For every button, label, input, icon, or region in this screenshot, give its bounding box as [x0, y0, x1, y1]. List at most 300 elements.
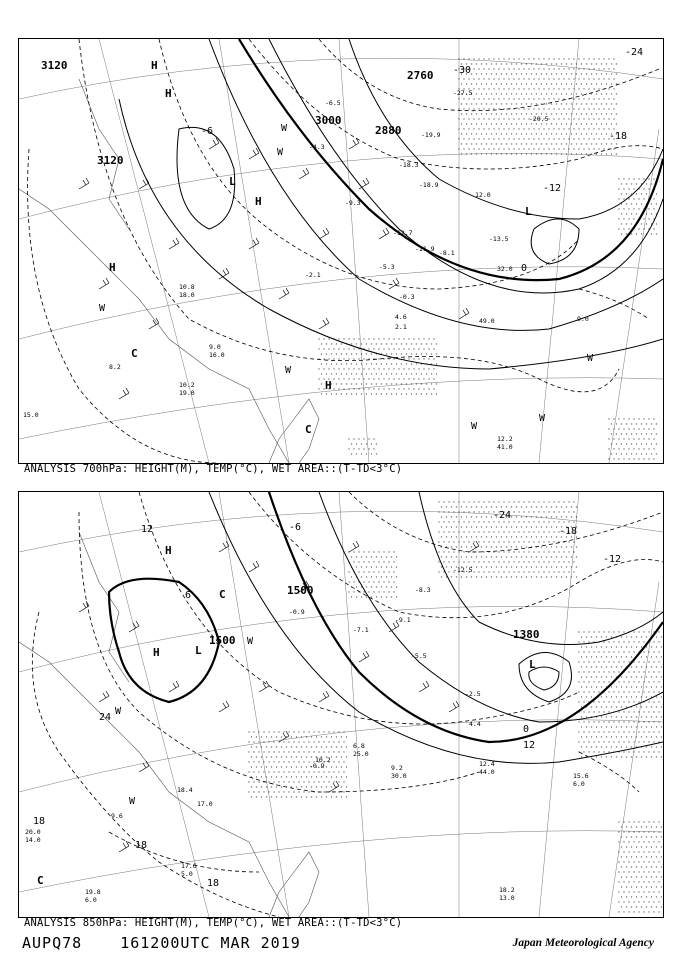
wet-area-dot [348, 358, 349, 359]
wet-area-dot [503, 98, 504, 99]
wet-area-dot [336, 393, 337, 394]
wet-area-dot [648, 631, 649, 632]
wet-area-dot [348, 591, 349, 592]
wet-area-dot [648, 691, 649, 692]
wet-area-dot [311, 796, 312, 797]
wet-area-dot [286, 796, 287, 797]
wet-area-dot [631, 646, 632, 647]
wet-area-dot [416, 353, 417, 354]
wet-area-dot [558, 118, 559, 119]
wet-area-dot [641, 706, 642, 707]
wet-area-dot [548, 58, 549, 59]
wet-area-dot [586, 686, 587, 687]
wet-area-dot [491, 73, 492, 74]
wet-area-dot [516, 133, 517, 134]
wet-area-dot [618, 228, 619, 229]
wet-area-dot [341, 746, 342, 747]
wet-area-dot [473, 148, 474, 149]
wet-area-dot [378, 561, 379, 562]
wet-area-dot [588, 68, 589, 69]
wet-area-dot [638, 741, 639, 742]
wet-area-dot [388, 348, 389, 349]
wet-area-dot [291, 746, 292, 747]
wet-area-dot [256, 746, 257, 747]
wet-area-dot [661, 866, 662, 867]
wet-area-dot [638, 911, 639, 912]
wet-area-dot [528, 128, 529, 129]
wet-area-dot [503, 501, 504, 502]
obs-value: -2.5 [465, 690, 481, 698]
wet-area-dot [503, 541, 504, 542]
wet-area-dot [638, 208, 639, 209]
wet-area-dot [493, 58, 494, 59]
wet-area-dot [658, 721, 659, 722]
wet-area-dot [541, 83, 542, 84]
wet-area-dot [581, 736, 582, 737]
wet-area-dot [618, 711, 619, 712]
wet-area-dot [578, 68, 579, 69]
area-mark: W [285, 365, 292, 376]
wet-area-dot [468, 98, 469, 99]
wet-area-dot [636, 203, 637, 204]
wet-area-dot [618, 731, 619, 732]
wet-area-dot [536, 506, 537, 507]
wet-area-dot [626, 876, 627, 877]
wet-area-dot [501, 566, 502, 567]
wind-barb [139, 178, 149, 189]
wet-area-dot [563, 138, 564, 139]
wet-area-dot [296, 756, 297, 757]
wet-area-dot [646, 846, 647, 847]
wet-area-dot [621, 696, 622, 697]
wet-area-dot [418, 388, 419, 389]
wet-area-dot [636, 443, 637, 444]
wet-area-dot [608, 741, 609, 742]
wet-area-dot [456, 556, 457, 557]
wet-area-dot [578, 631, 579, 632]
wet-area-dot [388, 338, 389, 339]
wet-area-dot [563, 128, 564, 129]
wet-area-dot [506, 566, 507, 567]
wet-area-dot [523, 541, 524, 542]
wet-area-dot [551, 133, 552, 134]
wet-area-dot [621, 636, 622, 637]
wet-area-dot [521, 536, 522, 537]
wet-area-dot [296, 736, 297, 737]
wet-area-dot [581, 103, 582, 104]
obs-value: 12.2 [497, 435, 513, 443]
wet-area-dot [411, 353, 412, 354]
wet-area-dot [548, 78, 549, 79]
wet-area-dot [481, 153, 482, 154]
wet-area-dot [481, 123, 482, 124]
wet-area-dot [368, 581, 369, 582]
wet-area-dot [561, 63, 562, 64]
wet-area-dot [648, 681, 649, 682]
wet-area-dot [623, 198, 624, 199]
wet-area-dot [426, 353, 427, 354]
wet-area-dot [361, 566, 362, 567]
wet-area-dot [371, 393, 372, 394]
wet-area-dot [613, 438, 614, 439]
wet-area-dot [288, 791, 289, 792]
wet-area-dot [621, 846, 622, 847]
wet-area-dot [346, 746, 347, 747]
wet-area-dot [643, 831, 644, 832]
wet-area-dot [613, 671, 614, 672]
wet-area-dot [623, 188, 624, 189]
wet-area-dot [471, 113, 472, 114]
wet-area-dot [288, 751, 289, 752]
isotherms [32, 492, 663, 917]
wet-area-dot [573, 521, 574, 522]
wet-area-dot [523, 511, 524, 512]
wet-area-dot [506, 73, 507, 74]
wet-area-dot [528, 138, 529, 139]
wet-area-dot [513, 138, 514, 139]
wet-area-dot [486, 133, 487, 134]
wet-area-dot [653, 861, 654, 862]
wet-area-dot [638, 631, 639, 632]
wet-area-dot [318, 771, 319, 772]
obs-value: 9.0 [577, 315, 589, 323]
wet-area-dot [531, 576, 532, 577]
wet-area-dot [276, 786, 277, 787]
wet-area-dot [438, 531, 439, 532]
wet-area-dot [578, 671, 579, 672]
wet-area-dot [496, 83, 497, 84]
wet-area-dot [318, 368, 319, 369]
wet-area-dot [593, 118, 594, 119]
wet-area-dot [553, 148, 554, 149]
wet-area-dot [616, 706, 617, 707]
wet-area-dot [371, 383, 372, 384]
wet-area-dot [618, 891, 619, 892]
wet-area-dot [533, 108, 534, 109]
wet-area-dot [546, 153, 547, 154]
wet-area-dot [461, 123, 462, 124]
wet-area-dot [406, 393, 407, 394]
wet-area-dot [506, 83, 507, 84]
wet-area-dot [586, 646, 587, 647]
wet-area-dot [661, 746, 662, 747]
wet-area-dot [586, 83, 587, 84]
wet-area-dot [556, 536, 557, 537]
wet-area-dot [363, 358, 364, 359]
wet-area-dot [631, 856, 632, 857]
wet-area-dot [263, 761, 264, 762]
wet-area-dot [481, 576, 482, 577]
wet-area-dot [316, 746, 317, 747]
wet-area-dot [561, 73, 562, 74]
wet-area-dot [443, 511, 444, 512]
wet-area-dot [298, 771, 299, 772]
isotherm-label: 12 [141, 524, 154, 535]
wet-area-dot [601, 666, 602, 667]
wet-area-dot [621, 736, 622, 737]
wet-area-dot [623, 711, 624, 712]
wet-area-dot [436, 383, 437, 384]
wet-area-dot [283, 751, 284, 752]
wet-area-dot [463, 78, 464, 79]
wet-area-dot [463, 138, 464, 139]
wet-area-dot [486, 93, 487, 94]
wet-area-dot [541, 576, 542, 577]
wet-area-dot [651, 726, 652, 727]
wet-area-dot [568, 88, 569, 89]
wet-area-dot [656, 826, 657, 827]
wet-area-dot [308, 771, 309, 772]
wet-area-dot [458, 501, 459, 502]
wet-area-dot [648, 841, 649, 842]
wet-area-dot [651, 706, 652, 707]
wet-area-dot [643, 641, 644, 642]
wet-area-dot [553, 501, 554, 502]
wet-area-dot [471, 123, 472, 124]
wet-area-dot [523, 521, 524, 522]
wet-area-dot [571, 576, 572, 577]
wet-area-dot [536, 133, 537, 134]
wet-area-dot [453, 541, 454, 542]
wet-area-dot [533, 521, 534, 522]
wet-area-dot [551, 546, 552, 547]
wet-area-dot [656, 636, 657, 637]
wet-area-dot [603, 118, 604, 119]
wet-area-dot [363, 438, 364, 439]
wet-area-dot [328, 348, 329, 349]
wet-area-dot [368, 368, 369, 369]
wet-area-dot [563, 88, 564, 89]
wet-area-dot [423, 358, 424, 359]
wet-area-dot [568, 58, 569, 59]
wet-area-dot [383, 368, 384, 369]
wet-area-dot [376, 443, 377, 444]
wet-area-dot [656, 756, 657, 757]
wet-area-dot [556, 63, 557, 64]
wet-area-dot [643, 861, 644, 862]
wet-area-dot [473, 521, 474, 522]
wet-area-dot [436, 363, 437, 364]
wet-area-dot [551, 73, 552, 74]
wet-area-dot [598, 98, 599, 99]
obs-value: 6.8 [353, 742, 365, 750]
wet-area-dot [611, 83, 612, 84]
pressure-center: L [229, 175, 236, 188]
wet-area-dot [481, 546, 482, 547]
wet-area-dot [598, 78, 599, 79]
wet-area-dot [268, 771, 269, 772]
wet-area-dot [648, 428, 649, 429]
wet-area-dot [318, 378, 319, 379]
wet-area-dot [631, 213, 632, 214]
wet-area-dot [573, 58, 574, 59]
wet-area-dot [648, 751, 649, 752]
wet-area-dot [618, 911, 619, 912]
wet-area-dot [656, 666, 657, 667]
wet-area-dot [378, 338, 379, 339]
wet-area-dot [503, 88, 504, 89]
wet-area-dot [556, 576, 557, 577]
wet-area-dot [531, 566, 532, 567]
wet-area-dot [358, 561, 359, 562]
wet-area-dot [446, 536, 447, 537]
wet-area-dot [521, 63, 522, 64]
wet-area-dot [363, 561, 364, 562]
wet-area-dot [611, 113, 612, 114]
wet-area-dot [636, 696, 637, 697]
wet-area-dot [551, 103, 552, 104]
obs-value: 30.0 [391, 772, 407, 780]
isotherm-label: 0 [521, 263, 528, 274]
wet-area-dot [598, 701, 599, 702]
obs-value: 10.8 [179, 283, 195, 291]
wet-area-dot [656, 433, 657, 434]
obs-value: -4.3 [309, 143, 325, 151]
wet-area-dot [626, 676, 627, 677]
wet-area-dot [471, 546, 472, 547]
wet-area-dot [601, 726, 602, 727]
wet-area-dot [633, 741, 634, 742]
wet-area-dot [353, 388, 354, 389]
wet-area-dot [453, 551, 454, 552]
wet-area-dot [398, 348, 399, 349]
wet-area-dot [463, 541, 464, 542]
wet-area-dot [468, 541, 469, 542]
wet-area-dot [618, 198, 619, 199]
wet-area-dot [526, 93, 527, 94]
wet-area-dot [641, 826, 642, 827]
wet-area-dot [343, 791, 344, 792]
wet-area-dot [366, 383, 367, 384]
wet-area-dot [656, 846, 657, 847]
obs-value: 18.4 [177, 786, 193, 794]
wet-area-dot [373, 551, 374, 552]
wet-area-dot [513, 521, 514, 522]
wet-area-dot [488, 501, 489, 502]
pressure-center: C [305, 423, 312, 436]
wet-area-dot [258, 751, 259, 752]
wet-area-dot [631, 866, 632, 867]
wet-area-dot [371, 373, 372, 374]
wet-area-dot [328, 338, 329, 339]
wet-area-dot [628, 741, 629, 742]
obs-value: 20.0 [25, 828, 41, 836]
wet-area-dot [498, 551, 499, 552]
wet-area-dot [523, 551, 524, 552]
wet-area-dot [608, 731, 609, 732]
wet-area-dot [636, 423, 637, 424]
wet-area-dot [628, 661, 629, 662]
wet-area-dot [516, 143, 517, 144]
wet-area-dot [543, 561, 544, 562]
wet-area-dot [563, 571, 564, 572]
wet-area-dot [598, 681, 599, 682]
wet-area-dot [453, 561, 454, 562]
wet-area-dot [423, 378, 424, 379]
wet-area-dot [478, 138, 479, 139]
wet-area-dot [641, 696, 642, 697]
wet-area-dot [618, 188, 619, 189]
wet-area-dot [583, 671, 584, 672]
wet-area-dot [361, 453, 362, 454]
wet-area-dot [368, 438, 369, 439]
wet-area-dot [248, 771, 249, 772]
wet-area-dot [253, 781, 254, 782]
wet-area-dot [498, 78, 499, 79]
wet-area-dot [461, 506, 462, 507]
wet-area-dot [533, 98, 534, 99]
wet-area-dot [601, 646, 602, 647]
wet-area-dot [456, 546, 457, 547]
wet-area-dot [478, 501, 479, 502]
wet-area-dot [433, 358, 434, 359]
wet-area-dot [466, 506, 467, 507]
wet-area-dot [483, 541, 484, 542]
wet-area-dot [281, 736, 282, 737]
wet-area-dot [633, 418, 634, 419]
wet-area-dot [466, 83, 467, 84]
wet-area-dot [338, 348, 339, 349]
wet-area-dot [636, 193, 637, 194]
isotherm-label: 18 [207, 878, 220, 889]
wet-area-dot [626, 866, 627, 867]
wet-area-dot [491, 63, 492, 64]
wet-area-dot [421, 373, 422, 374]
wet-area-dot [553, 551, 554, 552]
wet-area-dot [466, 113, 467, 114]
wet-area-dot [518, 88, 519, 89]
wet-area-dot [508, 68, 509, 69]
wet-area-dot [623, 751, 624, 752]
wet-area-dot [356, 566, 357, 567]
wet-area-dot [646, 676, 647, 677]
wet-area-dot [533, 78, 534, 79]
wet-area-dot [521, 123, 522, 124]
wet-area-dot [571, 93, 572, 94]
wet-area-dot [616, 423, 617, 424]
wet-area-dot [646, 686, 647, 687]
wet-area-dot [561, 113, 562, 114]
wet-area-dot [643, 651, 644, 652]
wet-area-dot [641, 443, 642, 444]
wet-area-dot [648, 721, 649, 722]
wet-area-dot [266, 736, 267, 737]
wet-area-dot [643, 681, 644, 682]
wet-area-dot [488, 58, 489, 59]
wet-area-dot [341, 766, 342, 767]
wet-area-dot [538, 531, 539, 532]
wet-area-dot [638, 701, 639, 702]
wet-area-dot [636, 826, 637, 827]
wet-area-dot [383, 591, 384, 592]
wet-area-dot [453, 501, 454, 502]
wet-area-dot [558, 551, 559, 552]
wet-area-dot [486, 546, 487, 547]
wet-area-dot [648, 661, 649, 662]
wet-area-dot [321, 746, 322, 747]
wet-area-dot [538, 138, 539, 139]
wet-area-dot [591, 93, 592, 94]
wet-area-dot [518, 108, 519, 109]
wet-area-dot [336, 746, 337, 747]
wet-area-dot [541, 73, 542, 74]
wet-area-dot [653, 871, 654, 872]
wet-area-dot [491, 123, 492, 124]
wet-area-dot [538, 501, 539, 502]
obs-value: 15.6 [573, 772, 589, 780]
wet-area-dot [486, 556, 487, 557]
wet-area-dot [513, 118, 514, 119]
